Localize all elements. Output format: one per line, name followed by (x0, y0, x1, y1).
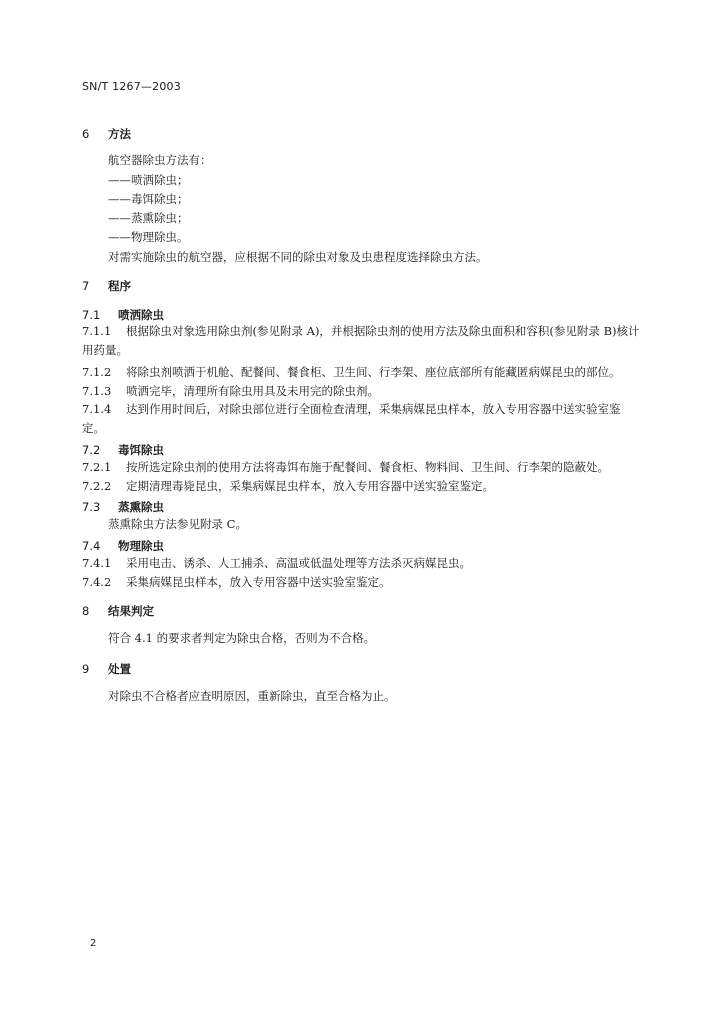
clause-7-4-2 (82, 576, 391, 589)
method-item: ——毒饵除虫； (108, 192, 189, 206)
fumigation-text: 蒸熏除虫方法参见附录 C。 (108, 517, 247, 531)
subsection-title: 蒸熏除虫 (118, 500, 164, 514)
clause-text: 定期清理毒毙昆虫，采集病媒昆虫样本，放入专用容器中送实验室鉴定。 (126, 479, 494, 493)
methods-closing: 对需实施除虫的航空器，应根据不同的除虫对象及虫患程度选择除虫方法。 (108, 250, 488, 264)
section-6-heading (82, 126, 131, 142)
clause-number: 7.1.1 (82, 324, 112, 338)
clause-text: 将除虫剂喷洒于机舱、配餐间、餐食柜、卫生间、行李架、座位底部所有能藏匿病媒昆虫的部位。 (126, 365, 621, 379)
clause-7-1-4 (82, 400, 642, 438)
section-title: 程序 (108, 279, 131, 293)
subsection-7-3-heading (82, 499, 164, 515)
method-item: ——物理除虫。 (108, 230, 189, 244)
subsection-number: 7.1 (82, 308, 101, 322)
clause-text: 达到作用时间后，对除虫部位进行全面检查清理，采集病媒昆虫样本，放入专用容器中送实验室鉴定。 (82, 402, 621, 435)
result-text: 符合 4.1 的要求者判定为除虫合格，否则为不合格。 (108, 631, 376, 645)
clause-number: 7.4.2 (82, 575, 112, 589)
clause-7-2-2 (82, 480, 494, 493)
subsection-title: 毒饵除虫 (118, 443, 164, 457)
subsection-number: 7.3 (82, 500, 101, 514)
section-8-heading (82, 603, 154, 619)
standard-code: SN/T 1267—2003 (82, 80, 181, 93)
section-number: 7 (82, 279, 90, 293)
clause-number: 7.2.1 (82, 460, 112, 474)
clause-number: 7.1.4 (82, 402, 112, 416)
section-7-heading (82, 278, 131, 294)
disposal-text: 对除虫不合格者应查明原因，重新除虫，直至合格为止。 (108, 689, 396, 703)
subsection-title: 物理除虫 (118, 539, 164, 553)
method-item: ——喷洒除虫； (108, 173, 189, 187)
section-title: 处置 (108, 662, 131, 676)
clause-text: 采集病媒昆虫样本，放入专用容器中送实验室鉴定。 (126, 575, 391, 589)
clause-number: 7.4.1 (82, 556, 112, 570)
methods-intro: 航空器除虫方法有： (108, 153, 212, 167)
subsection-7-1-heading (82, 307, 164, 323)
subsection-7-4-heading (82, 538, 164, 554)
section-9-heading (82, 661, 131, 677)
clause-text: 按所选定除虫剂的使用方法将毒饵布施于配餐间、餐食柜、物料间、卫生间、行李架的隐蔽处。 (126, 460, 609, 474)
clause-7-1-2 (82, 366, 621, 379)
subsection-number: 7.2 (82, 443, 101, 457)
clause-7-4-1 (82, 557, 471, 570)
clause-text: 喷洒完毕，清理所有除虫用具及未用完的除虫剂。 (126, 384, 379, 398)
page-number: 2 (90, 938, 97, 949)
section-title: 方法 (108, 127, 131, 141)
clause-number: 7.2.2 (82, 479, 112, 493)
section-number: 8 (82, 604, 90, 618)
clause-7-1-3 (82, 385, 379, 398)
clause-text: 采用电击、诱杀、人工捕杀、高温或低温处理等方法杀灭病媒昆虫。 (126, 556, 471, 570)
clause-number: 7.1.3 (82, 384, 112, 398)
clause-7-2-1 (82, 461, 609, 474)
clause-text: 根据除虫对象选用除虫剂(参见附录 A)，并根据除虫剂的使用方法及除虫面积和容积(参见附录 B)核计用药量。 (82, 324, 640, 357)
section-number: 9 (82, 662, 90, 676)
subsection-number: 7.4 (82, 539, 101, 553)
subsection-7-2-heading (82, 442, 164, 458)
subsection-title: 喷洒除虫 (118, 308, 164, 322)
clause-7-1-1 (82, 322, 642, 360)
clause-number: 7.1.2 (82, 365, 112, 379)
method-item: ——蒸熏除虫； (108, 211, 189, 225)
section-number: 6 (82, 127, 90, 141)
section-title: 结果判定 (108, 604, 154, 618)
